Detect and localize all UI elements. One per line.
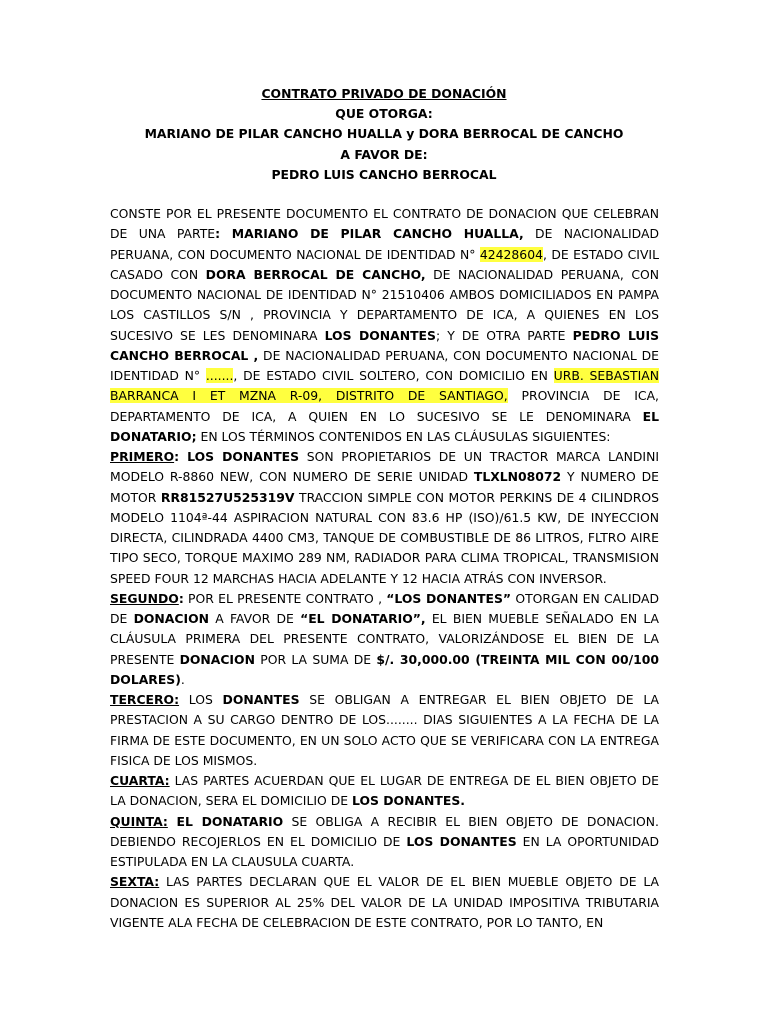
los-donantes-term: LOS DONANTES [179,449,300,464]
los-donantes-term: LOS DONANTES [324,327,436,343]
heading-donors: MARIANO DE PILAR CANCHO HUALLA y DORA BERROCAL DE CANCHO [144,126,624,142]
clause-text: SON PROPIETARIOS DE UN TRACTOR MARCA LANDINI MODELO R-8860 NEW, CON NUMERO DE SERIE UNIDAD [110,449,659,485]
clause-label: SEGUNDO [110,590,179,606]
intro-paragraph [110,204,659,447]
clause-text: SE OBLIGAN A ENTREGAR EL BIEN OBJETO DE LA PRESTACION A SU CARGO DENTRO DE LOS........ DIAS SIGUIENTES A LA FECHA DE LA FIRMA DE ESTE DOCUMENTO, EN UN SOLO ACTO QUE SE VERIFICARA CON LA ENTREGA FISICA DE LOS MISMOS. [110,692,659,768]
intro-text: ; Y DE OTRA PARTE [435,327,573,343]
donation-amount: $/. 30,000.00 (TREINTA MIL CON 00/100 DOLARES) [110,651,659,687]
clause-colon: : [178,590,184,606]
clause-segundo [110,589,659,690]
clause-text: TRACCION SIMPLE CON MOTOR PERKINS DE 4 CILINDROS MODELO 1104ª-44 ASPIRACION NATURAL CON 83.6 HP (ISO)/61.5 KW, DE INYECCION DIRECTA, CILINDRADA 4400 CM3, TANQUE DE COMBUSTIBLE DE 86 LITROS, FLTRO AIRE TIPO SECO, TORQUE MAXIMO 289 NM, RADIADOR PARA CLIMA TROPICAL, TRANSMISION SPEED FOUR 12 MARCHAS HACIA ADELANTE Y 12 HACIA ATRÁS CON INVERSOR. [110,489,659,586]
clause-text: POR LA SUMA DE [254,651,377,667]
highlighted-dni: 42428604 [479,246,543,262]
clause-label: QUINTA: [110,813,168,829]
los-donantes-term: LOS DONANTES [406,833,517,849]
clause-label: CUARTA: [110,773,170,788]
motor-number: RR81527U525319V [160,489,295,505]
heading-a-favor-de: A FAVOR DE: [340,146,428,162]
el-donatario-term: “EL DONATARIO”, [300,611,426,626]
clause-tercero [110,690,659,771]
el-donatario-term: EL DONATARIO; [110,408,659,444]
heading-que-otorga: QUE OTORGA: [335,106,433,122]
highlighted-address: URB. SEBASTIAN BARRANCA I ET MZNA R-09, DISTRITO DE SANTIAGO, [110,368,660,404]
clause-quinta [110,812,659,873]
intro-text: DE NACIONALIDAD PERUANA, CON DOCUMENTO NACIONAL DE IDENTIDAD N° 21510406 AMBOS DOMICILIADOS EN PAMPA LOS CASTILLOS S/N , PROVINCIA Y DEPARTAMENTO DE ICA, A QUIENES EN LOS SUCESIVO SE LES DENOMINARA [110,266,660,343]
clause-text: LOS [179,692,223,707]
intro-text: DE NACIONALIDAD PERUANA, CON DOCUMENTO NACIONAL DE IDENTIDAD N° [110,226,659,262]
contract-title: CONTRATO PRIVADO DE DONACIÓN [261,86,507,101]
clause-text: OTORGAN EN CALIDAD DE [110,590,660,626]
intro-text: , DE ESTADO CIVIL SOLTERO, CON DOMICILIO EN [233,368,554,383]
intro-text: PROVINCIA DE ICA, DEPARTAMENTO DE ICA, A QUIEN EN LO SUCESIVO SE LE DENOMINARA [110,388,659,424]
clause-text: A FAVOR DE [209,611,301,626]
contract-heading [110,84,658,185]
intro-text: CONSTE POR EL PRESENTE DOCUMENTO EL CONTRATO DE DONACION QUE CELEBRAN DE UNA PARTE [110,206,659,242]
intro-text: DE NACIONALIDAD PERUANA, CON DOCUMENTO NACIONAL DE IDENTIDAD N° [110,347,659,383]
heading-donee: PEDRO LUIS CANCHO BERROCAL [271,166,497,182]
clause-text: LAS PARTES DECLARAN QUE EL VALOR DE EL BIEN MUEBLE OBJETO DE LA DONACION ES SUPERIOR AL 25% DEL VALOR DE LA UNIDAD IMPOSITIVA TRIBUTARIA VIGENTE ALA FECHA DE CELEBRACION DE ESTE CONTRATO, POR LO TANTO, EN [110,874,659,930]
donacion-term: DONACION [179,651,255,667]
intro-text: , DE ESTADO CIVIL CASADO CON [110,246,659,282]
clause-label: TERCERO: [110,692,180,707]
clause-text: EN LA OPORTUNIDAD ESTIPULADA EN LA CLAUSULA CUARTA. [110,833,659,869]
intro-text: EN LOS TÉRMINOS CONTENIDOS EN LAS CLÁUSULAS SIGUIENTES: [196,428,611,444]
spouse-name: DORA BERROCAL DE CANCHO, [205,266,426,282]
clause-text: Y NUMERO DE MOTOR [110,469,659,505]
donantes-term: DONANTES [222,692,300,707]
clause-text: . [180,671,185,687]
highlighted-dni-blank: ....... [205,368,234,383]
donor-name: : MARIANO DE PILAR CANCHO HUALLA, [215,226,524,242]
donee-name: PEDRO LUIS CANCHO BERROCAL , [110,327,659,363]
clause-sexta [110,872,659,933]
contract-body [110,204,659,933]
clause-label: PRIMERO [110,449,175,464]
clause-label: SEXTA: [110,874,160,890]
serial-number: TLXLN08072 [473,469,562,485]
el-donatario-term: EL DONATARIO [167,813,284,829]
clause-primero [110,447,659,589]
los-donantes-term: “LOS DONANTES” [386,590,512,606]
clause-text: POR EL PRESENTE CONTRATO , [183,590,387,606]
clause-cuarta [110,771,659,812]
clause-text: LAS PARTES ACUERDAN QUE EL LUGAR DE ENTREGA DE EL BIEN OBJETO DE LA DONACION, SERA EL DOMICILIO DE [110,773,659,809]
donacion-term: DONACION [133,611,209,626]
los-donantes-term: LOS DONANTES. [352,793,465,809]
clause-colon: : [174,449,180,464]
clause-text: EL BIEN MUEBLE SEÑALADO EN LA CLÁUSULA PRIMERA DEL PRESENTE CONTRATO, VALORIZÁNDOSE EL BIEN DE LA PRESENTE [110,611,659,667]
clause-text: SE OBLIGA A RECIBIR EL BIEN OBJETO DE DONACION. DEBIENDO RECOJERLOS EN EL DOMICILIO DE [110,813,659,849]
